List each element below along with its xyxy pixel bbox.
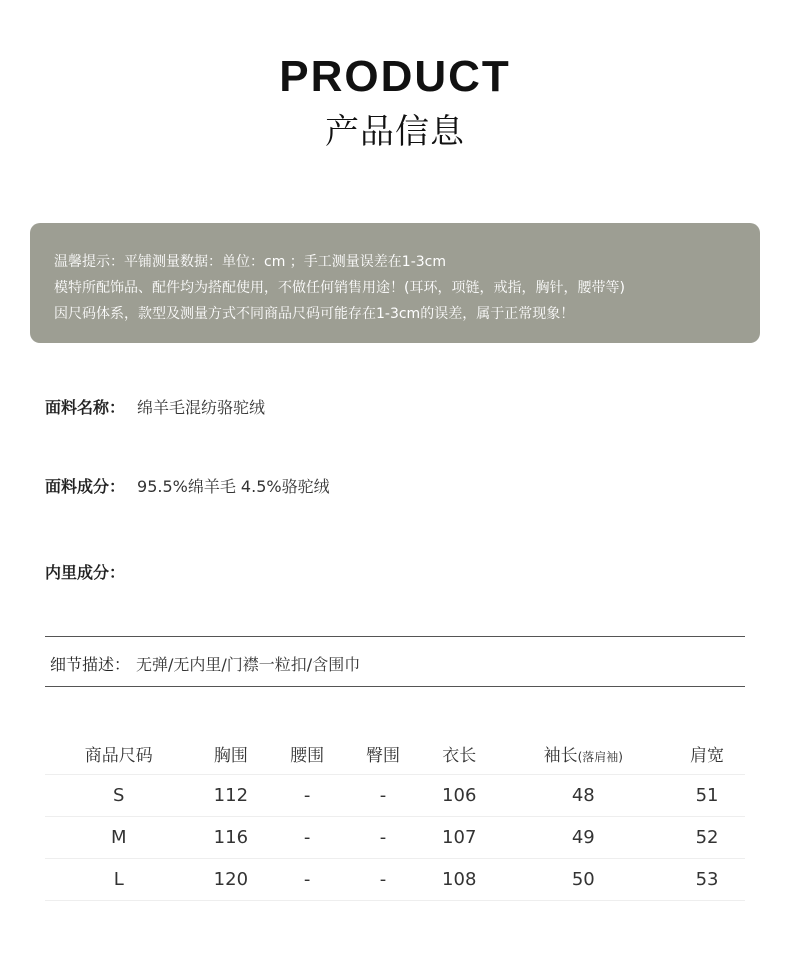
fabric-name-row [45, 395, 265, 418]
detail-value: 无弹/无内里/门襟一粒扣/含围巾 [136, 655, 361, 674]
cell-length: 108 [421, 859, 498, 901]
fabric-name-value: 绵羊毛混纺骆驼绒 [137, 398, 266, 417]
cell-hip: - [345, 775, 421, 817]
cell-shoulder: 52 [669, 817, 745, 859]
cell-waist: - [269, 775, 345, 817]
detail-label: 细节描述： [50, 655, 131, 674]
header-size: 商品尺码 [84, 745, 153, 766]
cell-hip: - [345, 859, 421, 901]
fabric-composition-label: 面料成分： [45, 477, 126, 496]
cell-sleeve: 48 [498, 775, 670, 817]
divider-top [45, 636, 745, 637]
page-title-en: PRODUCT [279, 52, 511, 101]
notice-line-3: 因尺码体系，款型及测量方式不同商品尺码可能存在1-3cm的误差，属于正常现象！ [54, 306, 575, 322]
table-row [45, 817, 745, 859]
cell-size: L [45, 859, 193, 901]
cell-size: S [45, 775, 193, 817]
cell-chest: 120 [193, 859, 270, 901]
cell-length: 107 [421, 817, 498, 859]
lining-row [45, 560, 137, 583]
size-table-header [45, 732, 745, 775]
notice-box [30, 223, 760, 343]
page-title-cn: 产品信息 [325, 112, 465, 152]
cell-hip: - [345, 817, 421, 859]
cell-shoulder: 51 [669, 775, 745, 817]
fabric-composition-value: 95.5%绵羊毛 4.5%骆驼绒 [137, 477, 330, 496]
divider-bottom [45, 686, 745, 687]
notice-line-2: 模特所配饰品、配件均为搭配使用，不做任何销售用途！(耳环，项链，戒指，胸针，腰带等) [54, 280, 625, 296]
header-hip: 臀围 [365, 745, 400, 766]
header-shoulder: 肩宽 [690, 745, 725, 766]
cell-waist: - [269, 859, 345, 901]
sleeve-note: (落肩袖) [577, 749, 623, 764]
cell-sleeve: 50 [498, 859, 670, 901]
header-sleeve: 袖长(落肩袖) [543, 745, 623, 766]
cell-shoulder: 53 [669, 859, 745, 901]
header-length: 衣长 [442, 745, 477, 766]
cell-size: M [45, 817, 193, 859]
table-row [45, 775, 745, 817]
header-chest: 胸围 [213, 745, 248, 766]
table-row [45, 859, 745, 901]
lining-label: 内里成分： [45, 563, 126, 582]
size-table [45, 732, 745, 901]
header-waist: 腰围 [290, 745, 325, 766]
cell-chest: 112 [193, 775, 270, 817]
fabric-composition-row [45, 474, 330, 497]
fabric-name-label: 面料名称： [45, 398, 126, 417]
cell-sleeve: 49 [498, 817, 670, 859]
cell-chest: 116 [193, 817, 270, 859]
detail-row [50, 652, 360, 675]
cell-length: 106 [421, 775, 498, 817]
notice-line-1: 温馨提示：平铺测量数据：单位：cm ；手工测量误差在1-3cm [54, 254, 446, 270]
cell-waist: - [269, 817, 345, 859]
